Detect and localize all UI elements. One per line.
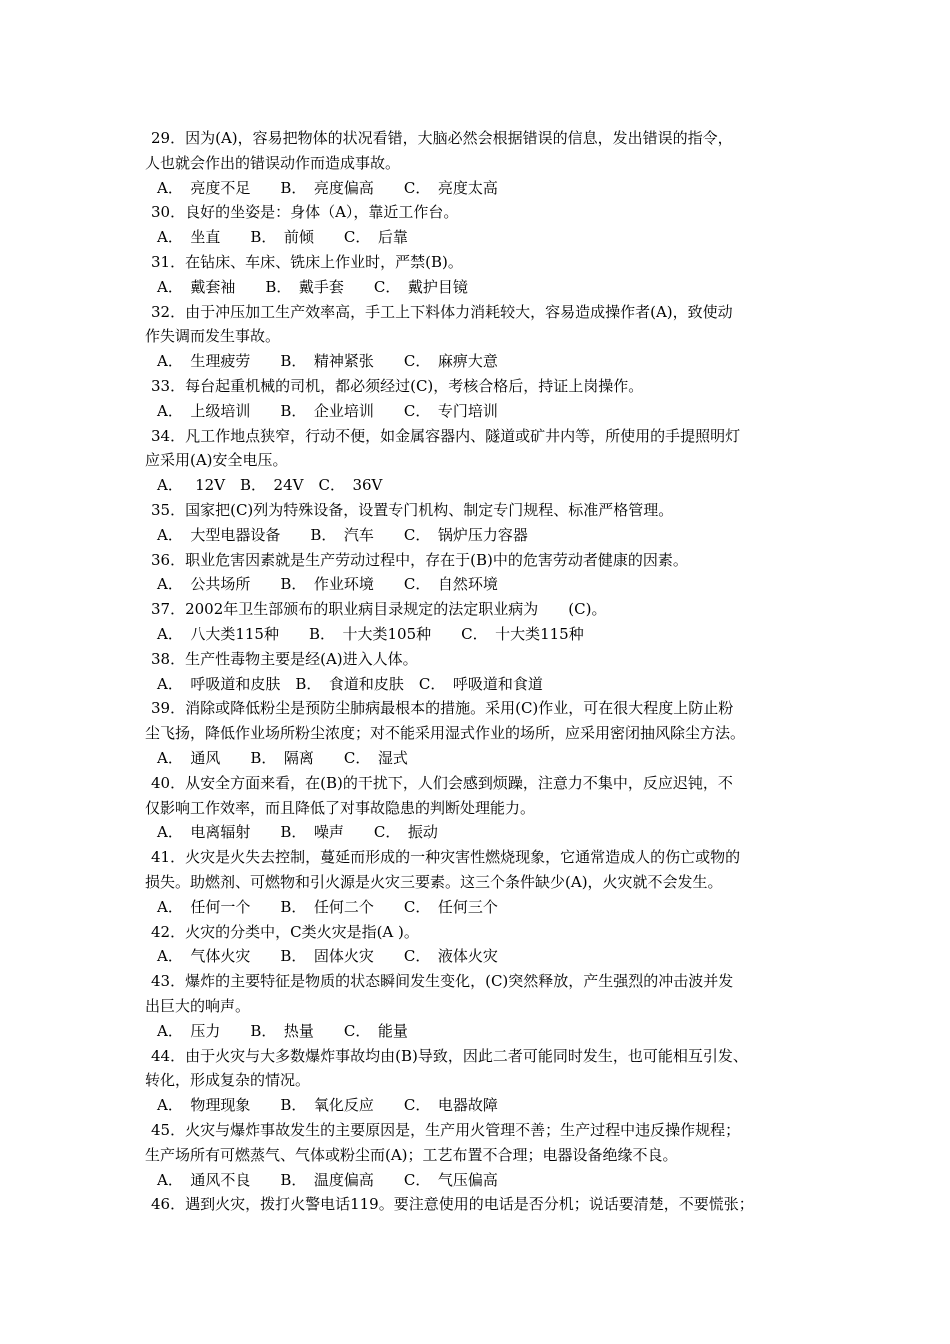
answer-options: A． 坐直 B． 前倾 C． 后靠 [157,228,408,247]
answer-options: A． 通风不良 B． 温度偏高 C． 气压偏高 [157,1170,498,1189]
question-text: 35．国家把(C)列为特殊设备，设置专门机构、制定专门规程、标准严格管理。 [151,501,674,519]
answer-options: A． 八大类115种 B． 十大类105种 C． 十大类115种 [157,625,584,643]
question-text: 39．消除或降低粉尘是预防尘肺病最根本的措施。采用(C)作业，可在很大程度上防止粉 [151,699,734,718]
question-text: 30．良好的坐姿是：身体（A），靠近工作台。 [151,203,459,222]
question-text-continued: 转化，形成复杂的情况。 [145,1071,311,1090]
answer-options: A． 生理疲劳 B． 精神紧张 C． 麻痹大意 [157,352,498,371]
question-text: 46．遇到火灾，拨打火警电话119。要注意使用的电话是否分机；说话要清楚，不要慌张； [151,1195,754,1214]
question-text: 40．从安全方面来看，在(B)的干扰下，人们会感到烦躁，注意力不集中，反应迟钝，不 [151,773,733,792]
answer-options: A． 压力 B． 热量 C． 能量 [157,1021,408,1040]
answer-options: A． 电离辐射 B． 噪声 C． 振动 [157,823,438,842]
answer-options: A． 呼吸道和皮肤 B． 食道和皮肤 C． 呼吸道和食道 [157,674,543,693]
answer-options: A． 上级培训 B． 企业培训 C． 专门培训 [157,401,498,420]
answer-options: A． 公共场所 B． 作业环境 C． 自然环境 [157,575,498,594]
question-text: 31．在钻床、车床、铣床上作业时，严禁(B)。 [151,253,463,271]
question-text: 36．职业危害因素就是生产劳动过程中，存在于(B)中的危害劳动者健康的因素。 [151,550,688,569]
answer-options: A． 亮度不足 B． 亮度偏高 C． 亮度太高 [157,178,498,197]
question-text: 37．2002年卫生部颁布的职业病目录规定的法定职业病为 (C)。 [151,600,607,619]
question-text-continued: 应采用(A)安全电压。 [145,451,288,470]
question-text: 41．火灾是火失去控制，蔓延而形成的一种灾害性燃烧现象，它通常造成人的伤亡或物的 [151,848,741,867]
question-text-continued: 损失。助燃剂、可燃物和引火源是火灾三要素。这三个条件缺少(A)，火灾就不会发生。 [145,873,723,891]
question-text-continued: 出巨大的响声。 [145,997,251,1015]
question-text: 38．生产性毒物主要是经(A)进入人体。 [151,649,418,668]
question-text: 33．每台起重机械的司机，都必须经过(C)，考核合格后，持证上岗操作。 [151,377,644,395]
answer-options: A． 12V B． 24V C． 36V [157,476,383,495]
question-text: 44．由于火灾与大多数爆炸事故均由(B)导致，因此二者可能同时发生，也可能相互引发、 [151,1046,748,1065]
answer-options: A． 大型电器设备 B． 汽车 C． 锅炉压力容器 [157,525,528,544]
answer-options: A． 任何一个 B． 任何二个 C． 任何三个 [157,897,498,916]
question-text: 45．火灾与爆炸事故发生的主要原因是，生产用火管理不善；生产过程中违反操作规程； [151,1121,741,1139]
question-text: 29．因为(A)，容易把物体的状况看错，大脑必然会根据错误的信息，发出错误的指令， [151,129,733,147]
answer-options: A． 戴套袖 B． 戴手套 C． 戴护目镜 [157,277,468,296]
question-text-continued: 尘飞扬，降低作业场所粉尘浓度；对不能采用湿式作业的场所，应采用密闭抽风除尘方法。 [145,724,746,743]
question-text: 34．凡工作地点狭窄，行动不便，如金属容器内、隧道或矿井内等，所使用的手提照明灯 [151,426,741,445]
answer-options: A． 物理现象 B． 氧化反应 C． 电器故障 [157,1096,498,1115]
answer-options: A． 通风 B． 隔离 C． 湿式 [157,749,408,767]
question-text: 42．火灾的分类中，C类火灾是指(A )。 [151,922,419,941]
question-text-continued: 作失调而发生事故。 [145,327,281,346]
question-text-continued: 生产场所有可燃蒸气、气体或粉尘而(A)；工艺布置不合理；电器设备绝缘不良。 [145,1145,678,1164]
question-text: 43．爆炸的主要特征是物质的状态瞬间发生变化，(C)突然释放，产生强烈的冲击波并发 [151,972,734,991]
question-text-continued: 仅影响工作效率，而且降低了对事故隐患的判断处理能力。 [145,798,536,817]
question-text: 32．由于冲压加工生产效率高，手工上下料体力消耗较大，容易造成操作者(A)，致使动 [151,302,733,321]
answer-options: A． 气体火灾 B． 固体火灾 C． 液体火灾 [157,947,498,966]
question-text-continued: 人也就会作出的错误动作而造成事故。 [145,153,401,172]
